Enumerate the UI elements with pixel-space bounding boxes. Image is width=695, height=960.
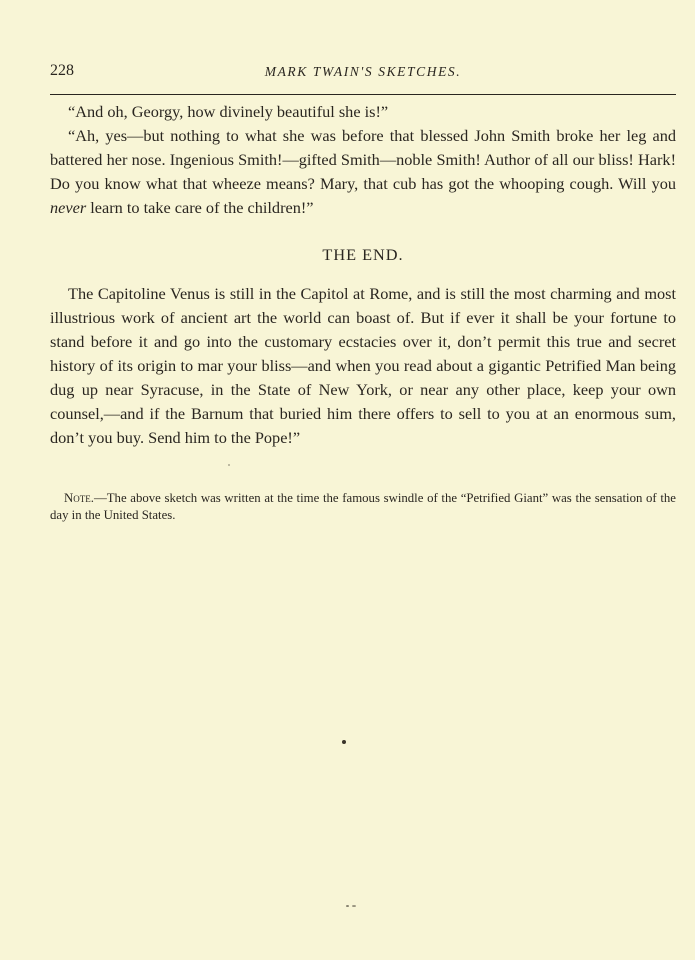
- header-rule: [50, 94, 676, 95]
- running-head: [50, 62, 676, 82]
- dialogue-line-1: “And oh, Georgy, how divinely beautiful she is!”: [68, 102, 389, 121]
- footnote-text: —The above sketch was written at the time the famous swindle of the “Petrified Giant” was the sensation of the day in the United States.: [50, 491, 676, 522]
- running-title: MARK TWAIN'S SKETCHES.: [264, 64, 462, 79]
- emphasis-never: never: [50, 198, 87, 217]
- the-end-heading: THE END.: [322, 245, 404, 264]
- footnote-paragraph: [50, 490, 676, 524]
- dialogue-line-2-text-a: “Ah, yes—but nothing to what she was before that blessed John Smith broke her leg and battered her nose. Ingenious Smith!—gifted Smith—noble Smith! Author of all our bliss! Hark! Do you know what that wheeze means? Mary, that cub has got the whooping cough. Will you: [50, 126, 676, 193]
- dialogue-line-2: [50, 124, 676, 220]
- closing-paragraph-block: [50, 282, 676, 450]
- footnote-label: Note.: [64, 491, 94, 505]
- print-speck: [346, 905, 349, 907]
- print-speck: [352, 905, 356, 907]
- footnote: [50, 490, 676, 524]
- dialogue-block: [50, 100, 676, 220]
- page-number: 228: [50, 62, 74, 79]
- closing-paragraph: The Capitoline Venus is still in the Capitol at Rome, and is still the most charming and most illustrious work of ancient art the world can boast of. But if ever it shall be your fortune to stand before it and go into the customary ecstacies over it, don’t permit this true and secret history of its origin to mar your bliss—and when you read about a gigantic Petrified Man being dug up near Syracuse, in the State of New York, or near any other place, keep your own counsel,—and if the Barnum that buried him there offers to sell to you at an enormous sum, don’t you buy. Send him to the Pope!”: [50, 284, 676, 447]
- dialogue-line-2-text-b: learn to take care of the children!”: [86, 198, 314, 217]
- print-speck: [228, 464, 230, 466]
- print-speck: [342, 740, 346, 744]
